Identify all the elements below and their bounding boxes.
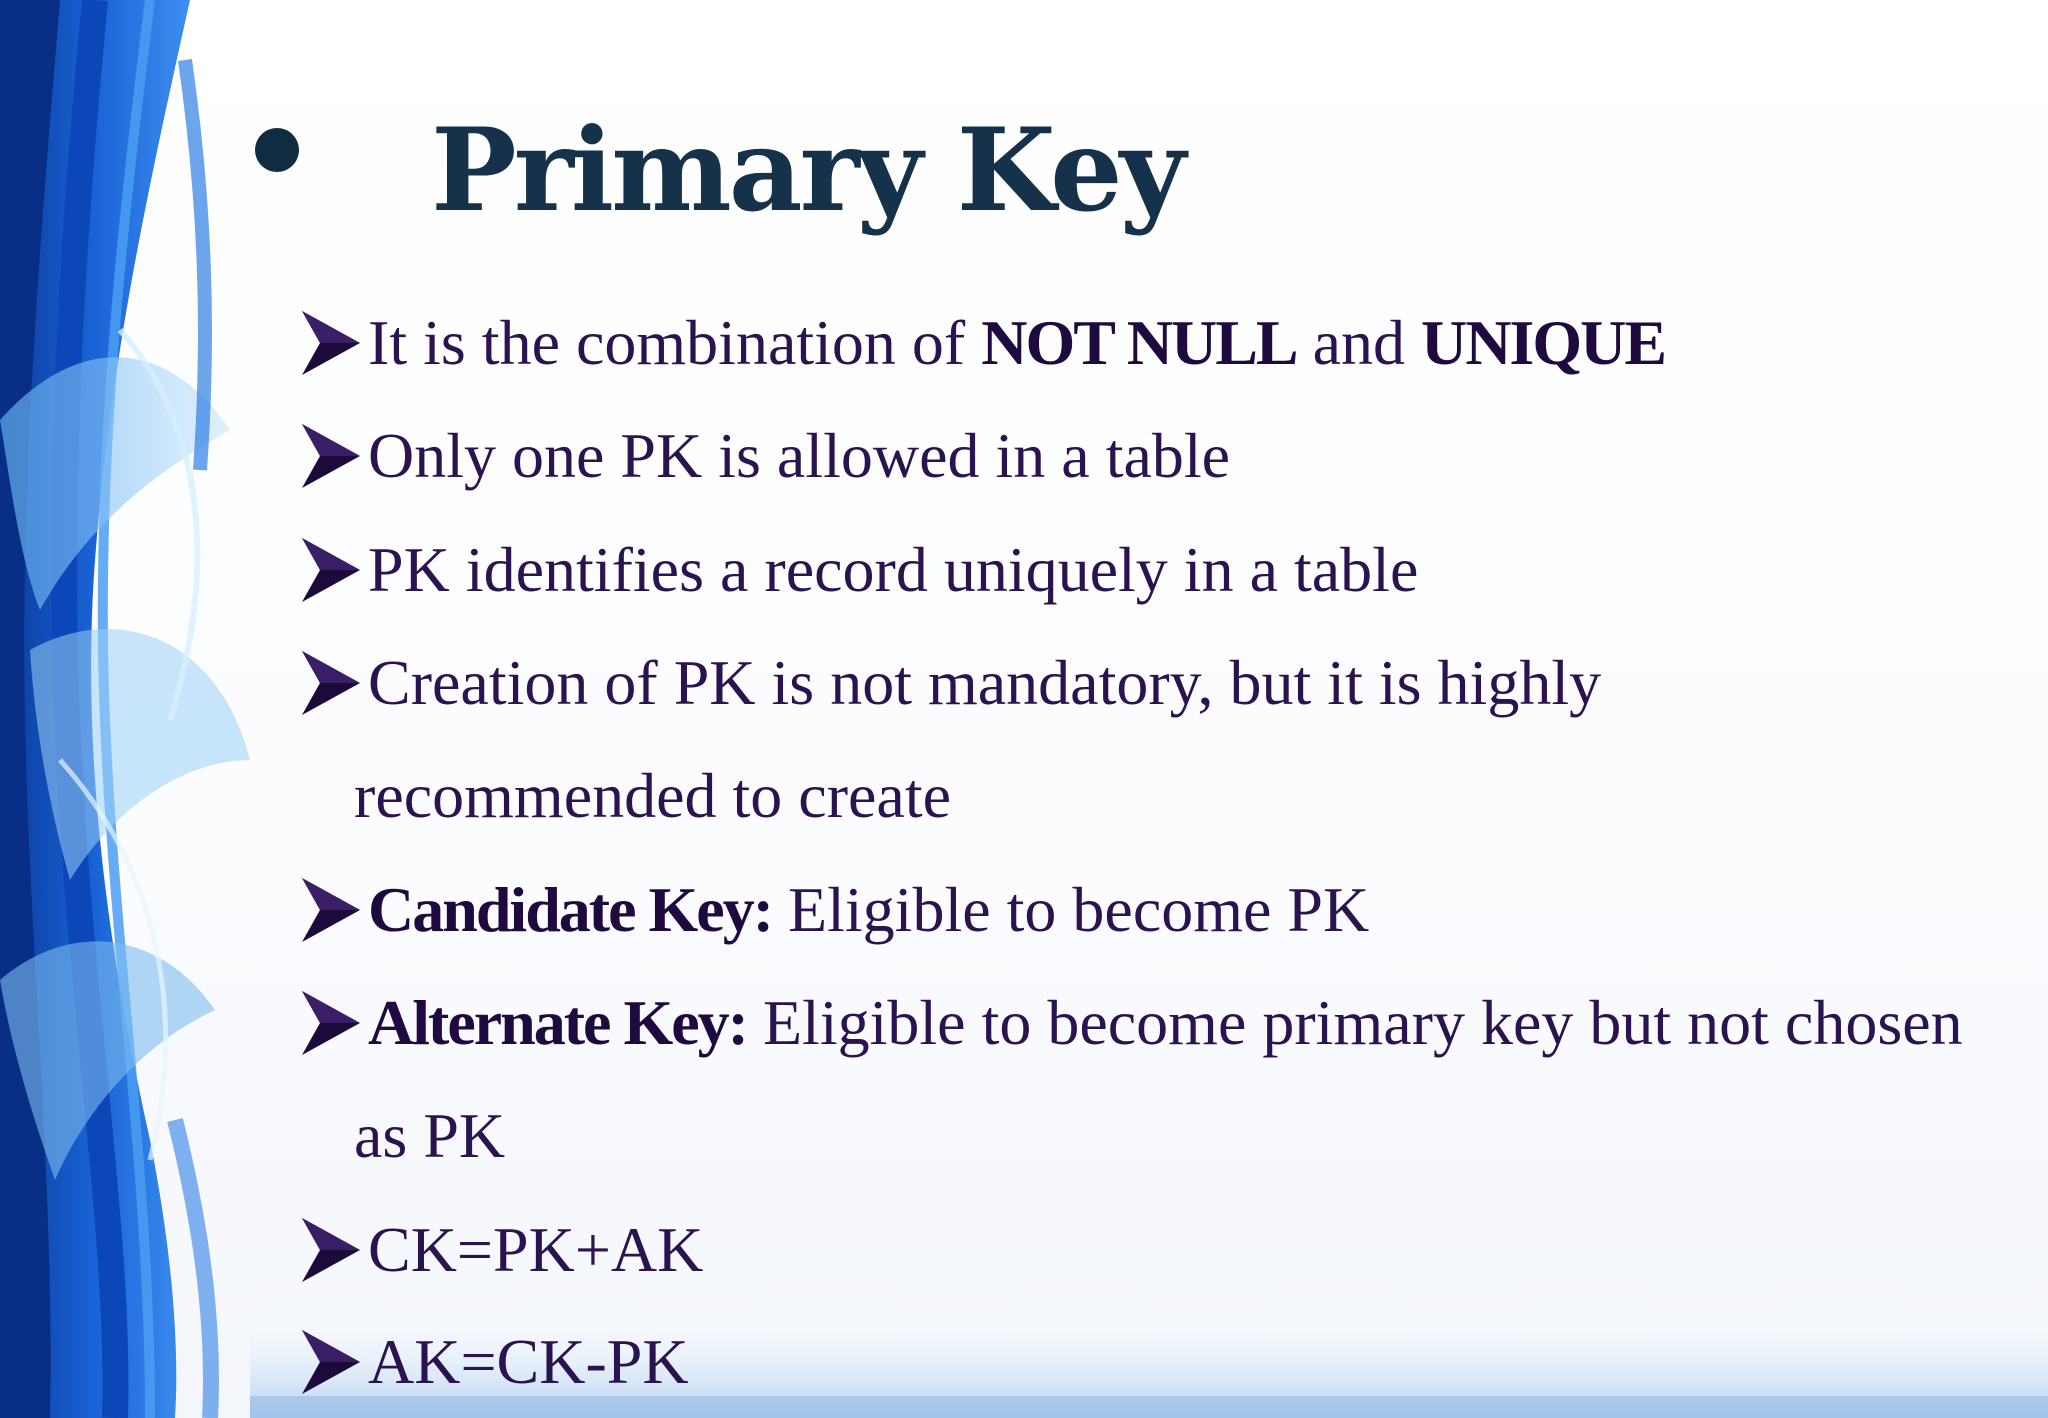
bullet-text: It is the combination of <box>368 307 982 378</box>
bullet-text: Only one PK is allowed in a table <box>368 420 1231 491</box>
bullet-item-5 <box>298 860 1369 960</box>
arrowhead-bullet-icon <box>298 874 364 946</box>
bullet-item-6-continued <box>354 1086 505 1186</box>
bullet-text: Eligible to become PK <box>772 874 1370 945</box>
arrowhead-bullet-icon <box>298 420 364 492</box>
bullet-text: Creation of PK is not mandatory, but it is highly <box>368 647 1602 718</box>
bullet-text: recommended to create <box>354 760 951 831</box>
bullet-bold-text: UNIQUE <box>1420 307 1665 378</box>
arrowhead-bullet-icon <box>298 1326 364 1398</box>
bullet-bold-text: Candidate Key: <box>368 874 772 945</box>
arrowhead-bullet-icon <box>298 647 364 719</box>
bullet-item-2 <box>298 406 1230 506</box>
bullet-item-8 <box>298 1312 689 1412</box>
arrowhead-bullet-icon <box>298 987 364 1059</box>
bullet-item-3 <box>298 520 1418 620</box>
bullet-text: AK=CK-PK <box>368 1326 689 1397</box>
bullet-bold-text: Alternate Key: <box>368 987 747 1058</box>
arrowhead-bullet-icon <box>298 1214 364 1286</box>
bullet-text: as PK <box>354 1100 506 1171</box>
bullet-text: and <box>1296 307 1421 378</box>
bullet-item-7 <box>298 1200 703 1300</box>
bullet-item-6 <box>298 973 1963 1073</box>
arrowhead-bullet-icon <box>298 534 364 606</box>
bullet-text: Eligible to become primary key but not chosen <box>746 987 1963 1058</box>
slide-title: Primary Key <box>431 103 1183 237</box>
bullet-item-1 <box>298 293 1665 393</box>
bullet-text: PK identifies a record uniquely in a table <box>368 534 1419 605</box>
round-bullet-icon <box>255 128 299 172</box>
bullet-text: CK=PK+AK <box>368 1214 704 1285</box>
bullet-bold-text: NOT NULL <box>981 307 1297 378</box>
arrowhead-bullet-icon <box>298 307 364 379</box>
bullet-item-4 <box>298 633 1601 733</box>
title-row <box>255 85 1183 255</box>
bullet-item-4-continued <box>354 746 951 846</box>
